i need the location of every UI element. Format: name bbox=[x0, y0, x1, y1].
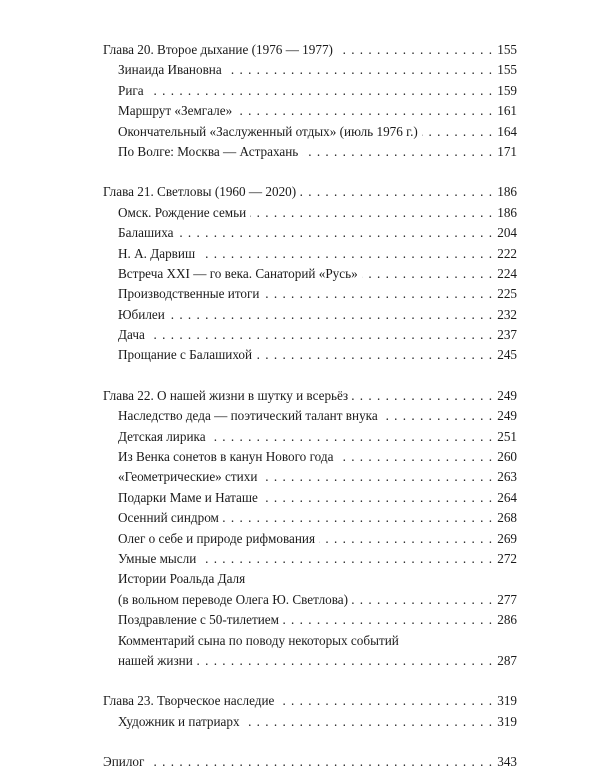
toc-page-number: 155 bbox=[493, 60, 517, 80]
toc-page-number: 249 bbox=[493, 386, 517, 406]
toc-page-number: 237 bbox=[493, 325, 517, 345]
toc-entry-title: Юбилеи bbox=[118, 307, 169, 322]
toc-page-number: 155 bbox=[493, 40, 517, 60]
toc-entry-title: По Волге: Москва — Астрахань bbox=[118, 144, 302, 159]
toc-section-entry bbox=[103, 488, 517, 508]
toc-section-entry bbox=[103, 610, 517, 630]
toc-chapter-entry bbox=[103, 182, 517, 202]
toc-entry-title: «Геометрические» стихи bbox=[118, 469, 261, 484]
toc-section-entry bbox=[103, 60, 517, 80]
toc-page-number: 319 bbox=[493, 691, 517, 711]
toc-page-number: 186 bbox=[493, 182, 517, 202]
section-gap bbox=[103, 366, 517, 386]
section-gap bbox=[103, 671, 517, 691]
toc-section-entry bbox=[103, 651, 517, 671]
toc-entry-title: Из Венка сонетов в канун Нового года bbox=[118, 449, 337, 464]
toc-section-entry bbox=[103, 325, 517, 345]
toc-section-entry bbox=[103, 427, 517, 447]
toc-page-number: 277 bbox=[493, 590, 517, 610]
toc-page-number: 159 bbox=[493, 81, 517, 101]
toc-section-entry bbox=[103, 223, 517, 243]
toc-page-number: 224 bbox=[493, 264, 517, 284]
section-gap bbox=[103, 162, 517, 182]
toc-section-entry bbox=[103, 264, 517, 284]
toc-section-entry bbox=[103, 122, 517, 142]
toc-entry-title: Олег о себе и природе рифмования bbox=[118, 531, 319, 546]
toc-section-entry bbox=[103, 549, 517, 569]
toc-entry-title: Истории Роальда Даля bbox=[118, 571, 249, 586]
toc-entry-title: нашей жизни bbox=[118, 653, 197, 668]
toc-section-entry bbox=[103, 508, 517, 528]
toc-entry-title: Дача bbox=[118, 327, 149, 342]
toc-section-entry bbox=[103, 447, 517, 467]
toc-entry-title: Комментарий сына по поводу некоторых событий bbox=[118, 633, 403, 648]
toc-chapter-entry bbox=[103, 386, 517, 406]
toc-entry-title: Наследство деда — поэтический талант внука bbox=[118, 408, 382, 423]
toc-page-number: 343 bbox=[493, 752, 517, 772]
toc-entry-title: Глава 22. О нашей жизни в шутку и всерьёз bbox=[103, 388, 352, 403]
toc-entry-title: Поздравление с 50-тилетием bbox=[118, 612, 283, 627]
toc-page-number: 287 bbox=[493, 651, 517, 671]
toc-entry-title: Глава 20. Второе дыхание (1976 — 1977) bbox=[103, 42, 337, 57]
toc-entry-title: Художник и патриарх bbox=[118, 714, 244, 729]
toc-page-number: 268 bbox=[493, 508, 517, 528]
toc-entry-title: Детская лирика bbox=[118, 429, 210, 444]
toc-page-number: 171 bbox=[493, 142, 517, 162]
toc-section-entry bbox=[103, 284, 517, 304]
toc-entry-title: Умные мысли bbox=[118, 551, 200, 566]
toc-entry-title: Встреча XXI — го века. Санаторий «Русь» bbox=[118, 266, 362, 281]
toc-page-number: 272 bbox=[493, 549, 517, 569]
toc-page-number: 269 bbox=[493, 529, 517, 549]
toc-entry-title: Глава 23. Творческое наследие bbox=[103, 693, 278, 708]
toc-entry-title: Рига bbox=[118, 83, 148, 98]
toc-entry-title: Зинаида Ивановна bbox=[118, 62, 226, 77]
toc-entry-title: Подарки Маме и Наташе bbox=[118, 490, 262, 505]
toc-page-number: 232 bbox=[493, 305, 517, 325]
toc-chapter-entry bbox=[103, 691, 517, 711]
toc-section-entry bbox=[103, 406, 517, 426]
toc-page-number: 264 bbox=[493, 488, 517, 508]
toc-entry-title: Производственные итоги bbox=[118, 286, 264, 301]
toc-entry-title: Глава 21. Светловы (1960 — 2020) bbox=[103, 184, 300, 199]
toc-section-entry bbox=[103, 345, 517, 365]
toc-page-number: 263 bbox=[493, 467, 517, 487]
toc-page-number: 225 bbox=[493, 284, 517, 304]
toc-page-number: 249 bbox=[493, 406, 517, 426]
toc-section-entry bbox=[103, 712, 517, 732]
toc-section-entry bbox=[103, 142, 517, 162]
toc-section-entry bbox=[103, 569, 517, 589]
leader-dots bbox=[118, 305, 493, 325]
toc-entry-title: Прощание с Балашихой bbox=[118, 347, 256, 362]
toc-section-entry bbox=[103, 631, 517, 651]
toc-section-entry bbox=[103, 305, 517, 325]
toc-page-number: 260 bbox=[493, 447, 517, 467]
toc-entry-title: Балашиха bbox=[118, 225, 177, 240]
toc-section-entry bbox=[103, 467, 517, 487]
toc-entry-title: Н. А. Дарвиш bbox=[118, 246, 199, 261]
toc-section-entry bbox=[103, 101, 517, 121]
leader-dots bbox=[118, 325, 493, 345]
toc-chapter-entry bbox=[103, 40, 517, 60]
table-of-contents bbox=[103, 40, 517, 773]
toc-page-number: 161 bbox=[493, 101, 517, 121]
toc-page-number: 319 bbox=[493, 712, 517, 732]
toc-section-entry bbox=[103, 590, 517, 610]
toc-page-number: 222 bbox=[493, 244, 517, 264]
toc-page-number: 251 bbox=[493, 427, 517, 447]
section-gap bbox=[103, 732, 517, 752]
toc-entry-title: Маршрут «Земгале» bbox=[118, 103, 236, 118]
toc-entry-title: Осенний синдром bbox=[118, 510, 223, 525]
leader-dots bbox=[103, 752, 493, 772]
leader-dots bbox=[118, 81, 493, 101]
toc-entry-title: (в вольном переводе Олега Ю. Светлова) bbox=[118, 592, 352, 607]
toc-section-entry bbox=[103, 244, 517, 264]
toc-section-entry bbox=[103, 529, 517, 549]
toc-section-entry bbox=[103, 81, 517, 101]
toc-page-number: 286 bbox=[493, 610, 517, 630]
toc-entry-title: Окончательный «Заслуженный отдых» (июль 1976 г.) bbox=[118, 124, 422, 139]
toc-page-number: 186 bbox=[493, 203, 517, 223]
toc-entry-title: Эпилог bbox=[103, 754, 148, 769]
toc-page-number: 164 bbox=[493, 122, 517, 142]
toc-page-number: 204 bbox=[493, 223, 517, 243]
toc-page-number: 245 bbox=[493, 345, 517, 365]
toc-entry-title: Омск. Рождение семьи bbox=[118, 205, 250, 220]
toc-chapter-entry bbox=[103, 752, 517, 772]
toc-section-entry bbox=[103, 203, 517, 223]
